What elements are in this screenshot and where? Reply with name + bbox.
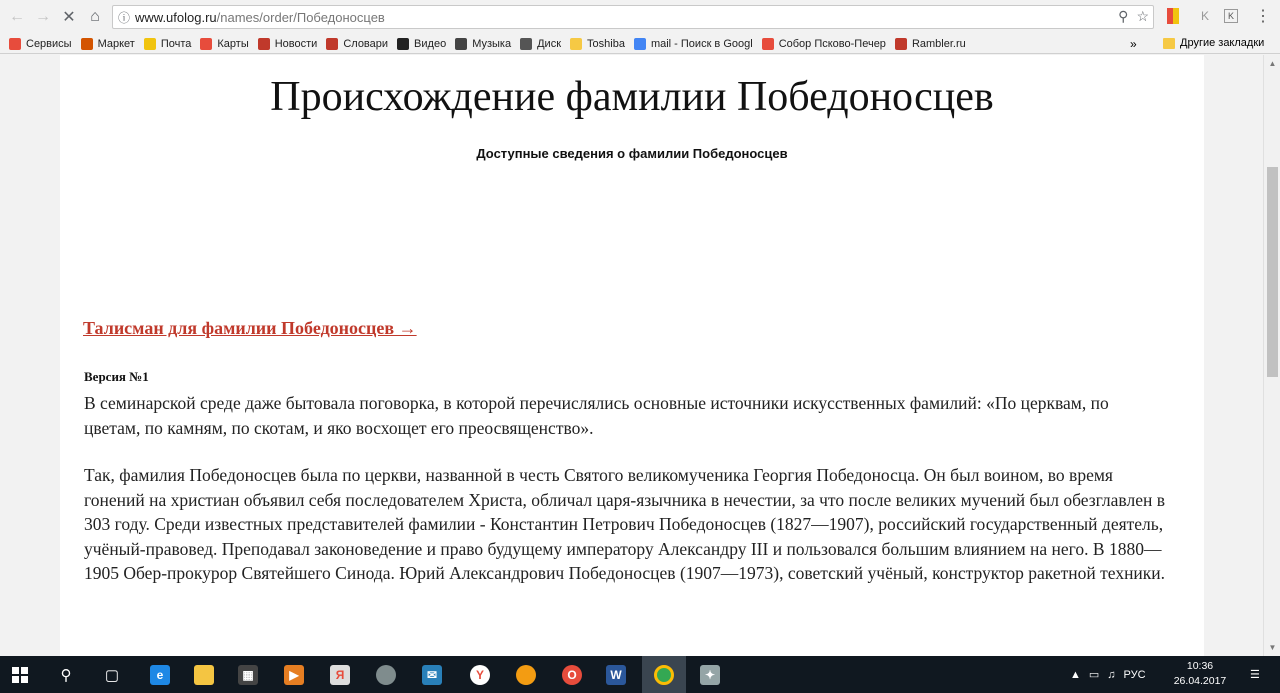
bookmark-label: Rambler.ru — [911, 37, 966, 50]
scroll-down-arrow-icon[interactable]: ▼ — [1268, 643, 1277, 652]
bookmark-item[interactable] — [81, 38, 135, 50]
bookmark-item[interactable] — [200, 38, 248, 50]
page-title: Происхождение фамилии Победоносцев — [270, 74, 994, 120]
bookmark-item[interactable] — [397, 38, 446, 50]
bookmark-item[interactable] — [455, 38, 511, 50]
odnoklassniki-icon[interactable] — [506, 656, 546, 693]
menu-icon[interactable]: ⋮ — [1255, 8, 1271, 25]
app-circle-icon[interactable] — [366, 656, 406, 693]
home-button[interactable]: ⌂ — [90, 8, 100, 25]
bookmark-item[interactable] — [895, 38, 966, 50]
url-path: /names/order/Победоносцев — [216, 9, 385, 25]
page-content — [60, 55, 1204, 656]
video-icon — [397, 38, 409, 50]
mail-app-icon[interactable]: ✉ — [412, 656, 452, 693]
media-player-icon[interactable]: ▶ — [274, 656, 314, 693]
extension-kaspersky-icon[interactable]: K — [1224, 9, 1238, 23]
app-feather-icon[interactable]: ✦ — [690, 656, 730, 693]
paragraph-2: Так, фамилия Победоносцев была по церкви, названной в честь Святого великомученика Георгия Победоносца. Он был воином, во время гонений на христиан объявил себя последователем Христа, обличал царя-язычника в нечестии, за что после великих мучений был обезглавлен в 303 году. Среди известных представителей фамилии - Константин Петрович Победоносцев (1827—1907), российский государственный деятель, учёный-правовед. Преподавал законоведение и право будущему императору Александру III и пользовался большим влиянием на него. В 1880—1905 Обер-прокурор Святейшего Синода. Юрий Александрович Победоносцев (1907—1973), советский учёный, конструктор ракетной техники. — [84, 465, 1166, 583]
bookmark-item[interactable] — [144, 38, 192, 50]
tray-volume-icon[interactable]: ♫ — [1107, 668, 1116, 681]
scroll-up-arrow-icon[interactable]: ▲ — [1268, 59, 1277, 68]
rambler-icon — [895, 38, 907, 50]
bookmark-item[interactable] — [520, 38, 561, 50]
forward-button[interactable]: → — [35, 8, 51, 25]
market-icon — [81, 38, 93, 50]
paragraph-1: В семинарской среде даже бытовала поговорка, в которой перечислялись основные источники искусственных фамилий: «По церквам, по цветам, по камням, по скотам, и яко восхощет его преосвященство». — [84, 393, 1109, 438]
bookmark-item[interactable] — [9, 38, 72, 50]
task-view-icon[interactable]: ▢ — [104, 666, 120, 684]
clock-time: 10:36 — [1186, 660, 1214, 672]
bookmark-item[interactable] — [762, 38, 886, 50]
windows-taskbar — [0, 656, 1280, 693]
store-icon[interactable]: ▦ — [228, 656, 268, 693]
word-icon[interactable]: W — [596, 656, 636, 693]
bookmark-label: Музыка — [472, 37, 512, 50]
bookmark-label: mail - Поиск в Googl — [650, 37, 753, 50]
bookmark-label: Карты — [217, 37, 249, 50]
bookmark-item[interactable] — [258, 38, 318, 50]
talisman-link[interactable]: Талисман для фамилии Победоносцев → — [83, 318, 417, 338]
bookmark-star-icon[interactable]: ☆ — [1136, 8, 1149, 24]
back-button[interactable]: ← — [9, 8, 25, 25]
bookmark-label: Словари — [343, 37, 389, 50]
dictionary-icon — [326, 38, 338, 50]
bookmark-label: Видео — [414, 37, 447, 50]
disk-icon — [520, 38, 532, 50]
url-host: www.ufolog.ru — [135, 9, 217, 25]
bookmark-label: Почта — [160, 37, 192, 50]
info-icon[interactable]: ⓘ — [117, 10, 130, 25]
scrollbar-thumb[interactable] — [1267, 167, 1278, 377]
google-icon — [634, 38, 646, 50]
extension-k-icon[interactable]: K — [1200, 9, 1209, 23]
music-icon — [455, 38, 467, 50]
search-icon[interactable]: ⚲ — [60, 666, 72, 684]
extension-bookmark-icon[interactable] — [1164, 7, 1182, 25]
bookmark-item[interactable] — [570, 38, 625, 50]
folder-icon — [1163, 38, 1175, 49]
file-explorer-icon[interactable] — [184, 656, 224, 693]
address-bar[interactable] — [112, 5, 1154, 29]
tray-language[interactable]: РУС — [1123, 668, 1146, 681]
version-label: Версия №1 — [84, 369, 149, 384]
news-icon — [258, 38, 270, 50]
bookmark-item[interactable] — [634, 38, 753, 50]
windows-logo-icon — [12, 667, 28, 683]
bookmarks-overflow-button[interactable]: » — [1130, 37, 1137, 51]
bookmark-label: Новости — [274, 37, 318, 50]
yandex-browser-icon[interactable]: Я — [320, 656, 360, 693]
clock-date: 26.04.2017 — [1173, 675, 1227, 687]
notification-icon[interactable]: ☰ — [1250, 669, 1260, 681]
other-bookmarks-label: Другие закладки — [1180, 37, 1265, 49]
mail-icon — [144, 38, 156, 50]
page-subtitle: Доступные сведения о фамилии Победоносцев — [476, 146, 788, 161]
bookmark-label: Toshiba — [587, 37, 625, 50]
stop-loading-button[interactable]: ✕ — [62, 9, 76, 26]
opera-icon[interactable]: O — [552, 656, 592, 693]
chrome-icon[interactable] — [642, 656, 686, 693]
start-button[interactable] — [0, 656, 40, 693]
yandex-icon — [762, 38, 774, 50]
tray-battery-icon[interactable]: ▭ — [1088, 669, 1100, 681]
taskbar-clock[interactable] — [1170, 659, 1230, 689]
bookmarks-bar — [0, 34, 1280, 54]
bookmark-label: Диск — [537, 37, 562, 50]
edge-icon[interactable]: e — [140, 656, 180, 693]
zoom-icon[interactable]: ⚲ — [1118, 8, 1129, 24]
bookmark-label: Маркет — [97, 37, 135, 50]
bookmark-label: Собор Псково-Печер — [778, 37, 886, 50]
tray-network-icon[interactable]: ▲ — [1070, 668, 1081, 681]
bookmark-item[interactable] — [326, 38, 388, 50]
bookmark-label: Сервисы — [26, 37, 72, 50]
vertical-scrollbar[interactable] — [1263, 55, 1280, 656]
yandex-icon[interactable]: Y — [460, 656, 500, 693]
map-pin-icon — [200, 38, 212, 50]
folder-icon — [570, 38, 582, 50]
page-viewport — [0, 55, 1263, 656]
apps-grid-icon — [9, 38, 21, 50]
other-bookmarks-button[interactable] — [1163, 37, 1264, 49]
